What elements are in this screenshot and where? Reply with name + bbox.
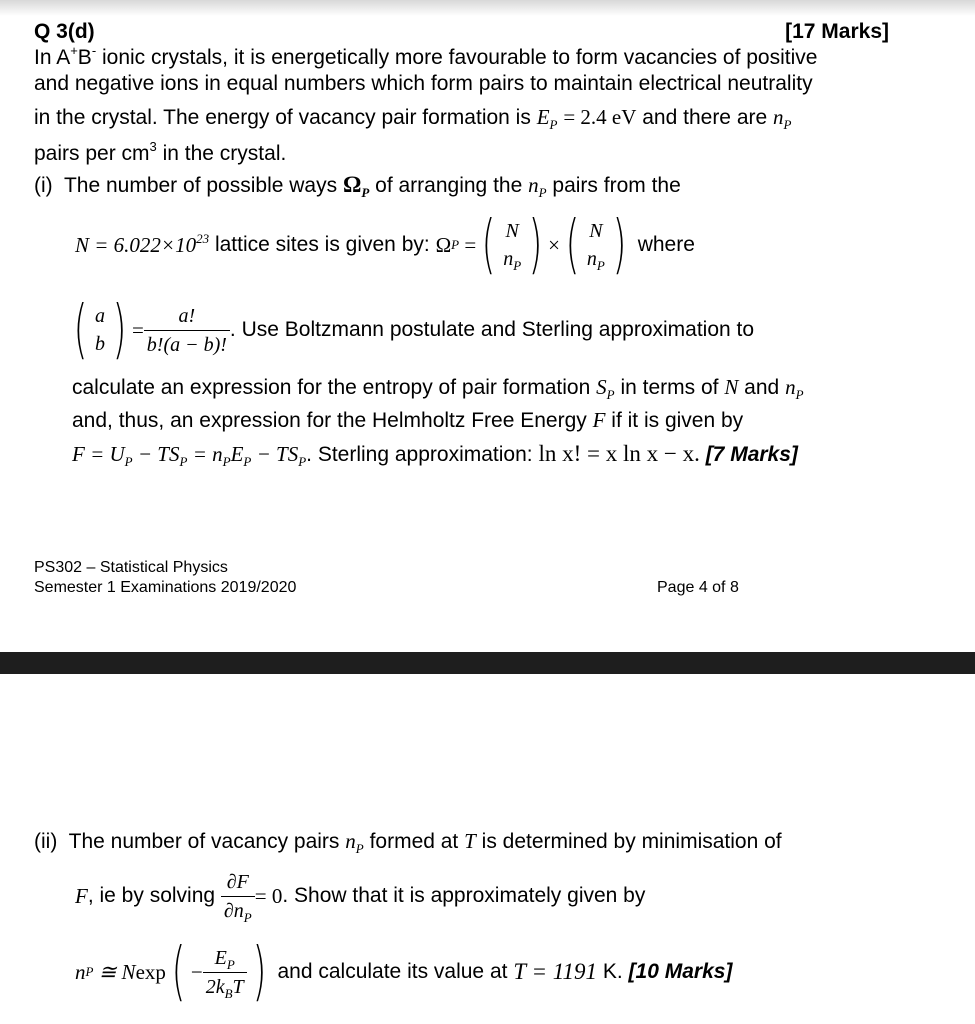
exponent-fraction: $\frac{E_P}{2k_BT}$ [203,946,247,999]
part-i-helmholtz-line: and, thus, an expression for the Helmholtz Free Energy F if it is given by [72,408,744,432]
omega-formula: $N = 6.022\times 10^{23}$ lattice sites is given by: Ω P = ( N $n_P$ ) × ( N $n_P$ ) where [75,208,695,282]
factorial-fraction: $\frac{a!}{b!(a - b)!}$ [144,304,230,357]
derivative-fraction: $\frac{\partial F}{\partial n_P}$ [221,870,255,923]
part-ii-derivative-line: F , ie by solving $\frac{\partial F}{\partial n_P}$ = 0 . Show that it is approximately given by [75,870,646,925]
footer-page-number: Page 4 of 8 [657,579,739,596]
binomial-n-np-1: ( N $n_P$ ) [481,208,543,282]
intro-line-1: In A+B- ionic crystals, it is energetically more favourable to form vacancies of positive [34,43,818,69]
footer-semester: Semester 1 Examinations 2019/2020 [34,579,297,596]
question-number: Q 3(d) [34,20,95,43]
part-ii-approximation-line: n P ≅ N exp ( − $\frac{E_P}{2k_BT}$ ) and calculate its value at T = 1191 K. [10 Marks] [75,935,733,1009]
exponent-bracket: ( − $\frac{E_P}{2k_BT}$ ) [171,935,267,1009]
part-i-free-energy-line: $F = U_P - TS_P = n_PE_P - TS_P$. Sterling approximation: ln x! = x ln x − x. [7 Marks] [72,441,798,469]
part-i-calc-line: calculate an expression for the entropy of pair formation $S_P$ in terms of N and $n_P$ [72,375,804,402]
page-break-divider [0,652,975,674]
part-i-line-1: (i) The number of possible ways $\Omega_P$ of arranging the $n_P$ pairs from the [34,172,681,200]
intro-line-4: pairs per $cm^3$ in the crystal. [34,139,287,165]
intro-line-2: and negative ions in equal numbers which form pairs to maintain electrical neutrality [34,72,813,95]
binomial-definition: ( a b ) = $\frac{a!}{b!(a - b)!}$ . Use Boltzmann postulate and Sterling approximation to [73,293,755,367]
question-marks: [17 Marks] [785,20,889,43]
intro-line-3: in the crystal. The energy of vacancy pair formation is $E_P = 2.4$ eV and there are $n_P$ [34,105,792,132]
binomial-n-np-2: ( N $n_P$ ) [565,208,627,282]
part-ii-line-1: (ii) The number of vacancy pairs $n_P$ formed at T is determined by minimisation of [34,829,782,856]
footer-course: PS302 – Statistical Physics [34,559,228,576]
